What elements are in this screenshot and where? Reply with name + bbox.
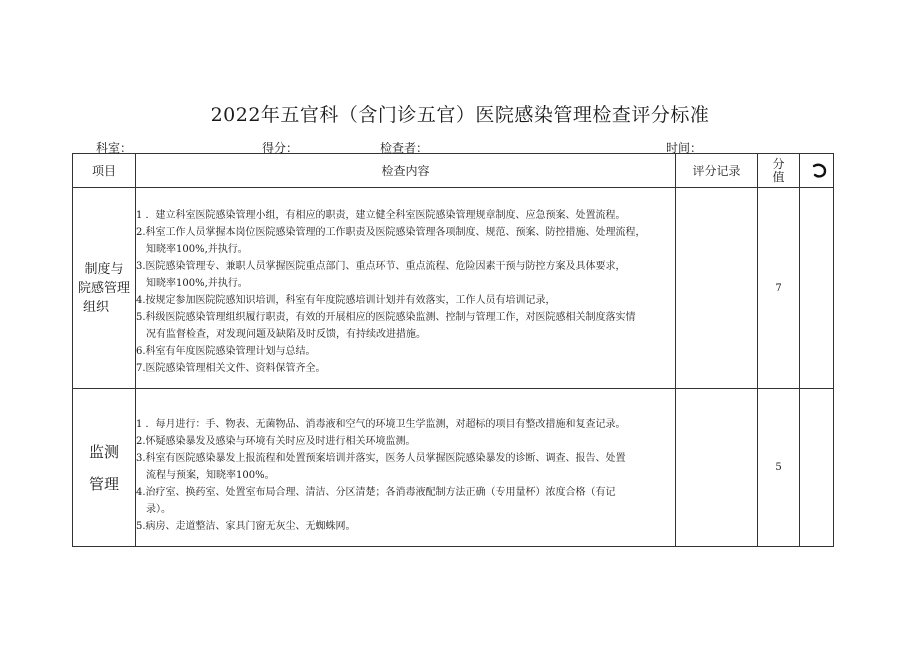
blank-cell-2 [800, 389, 834, 547]
header-points-line2: 值 [772, 169, 785, 184]
content-line: 1 ．建立科室医院感染管理小组，有相应的职责，建立健全科室医院感染管理规章制度、应急预案、处置流程。 [136, 209, 626, 221]
content-cell-2 [136, 389, 676, 547]
content-line: 5.科级医院感染管理组织履行职责，有效的开展相应的医院感染监测、控制与管理工作，对医院感相关制度落实情 [136, 311, 636, 323]
header-blank [800, 154, 834, 188]
scoring-table [72, 153, 834, 547]
content-line: 录）。 [146, 504, 171, 515]
content-line: 5.病房、走道整洁、家具门窗无灰尘、无蜘蛛网。 [136, 521, 356, 532]
header-content: 检查内容 [136, 154, 676, 188]
score-label: 得分： [262, 141, 299, 155]
category-cell-1 [73, 188, 136, 389]
header-row [73, 154, 834, 188]
category-line: 制度与 [84, 261, 124, 277]
page-title: 2022年五官科（含门诊五官）医院感染管理检查评分标准 [210, 104, 710, 126]
blank-cell-1 [800, 188, 834, 389]
category-cell-2 [73, 389, 136, 547]
content-line: 3.科室有医院感染暴发上报流程和处置预案培训并落实，医务人员掌握医院感染暴发的诊断、调查、报告、处置 [136, 453, 626, 464]
content-cell-1 [136, 188, 676, 389]
category-line: 监测 [88, 442, 119, 461]
content-line: 2.科室工作人员掌握本岗位医院感染管理的工作职责及医院感染管理各项制度、规范、预案、防控措施、处理流程， [136, 226, 646, 238]
content-line: 7.医院感染管理相关文件、资料保管齐全。 [136, 362, 326, 374]
swirl-icon [810, 162, 828, 180]
content-line: 6.科室有年度医院感染管理计划与总结。 [136, 345, 316, 357]
record-cell-1[interactable] [676, 188, 758, 389]
points-value-2: 5 [758, 389, 800, 547]
inspector-label: 检查者： [380, 141, 429, 155]
content-line: 知晓率100%,并执行。 [146, 277, 248, 289]
content-line: 4.按规定参加医院院感知识培训，科室有年度院感培训计划并有效落实，工作人员有培训记录， [136, 294, 556, 306]
category-line: 院感管理 [77, 280, 130, 296]
category-line: 管理 [88, 474, 119, 493]
header-record: 评分记录 [676, 154, 758, 188]
section-row-2 [73, 389, 834, 547]
content-line: 况有监督检查，对发现问题及缺陷及时反馈，有持续改进措施。 [146, 328, 426, 340]
content-line: 4.治疗室、换药室、处置室布局合理、清洁、分区清楚；各消毒液配制方法正确（专用量杯）浓度合格（有记 [136, 487, 616, 498]
header-item: 项目 [73, 154, 136, 188]
section-row-1 [73, 188, 834, 389]
header-points-line1: 分 [772, 156, 785, 171]
time-label: 时间： [666, 141, 703, 155]
header-points [758, 154, 800, 188]
points-value-1: 7 [758, 188, 800, 389]
content-line: 知晓率100%,并执行。 [146, 243, 248, 255]
dept-label: 科室： [96, 141, 133, 155]
category-line: 组织 [83, 299, 110, 315]
content-line: 1 ．每月进行：手、物表、无菌物品、消毒液和空气的环境卫生学监测，对超标的项目有整改措施和复查记录。 [136, 419, 626, 430]
content-line: 3.医院感染管理专、兼职人员掌握医院重点部门、重点环节、重点流程、危险因素干预与防控方案及具体要求， [136, 260, 626, 272]
content-line: 2.怀疑感染暴发及感染与环境有关时应及时进行相关环境监测。 [136, 436, 416, 447]
content-line: 流程与预案，知晓率100%。 [146, 470, 275, 481]
record-cell-2[interactable] [676, 389, 758, 547]
